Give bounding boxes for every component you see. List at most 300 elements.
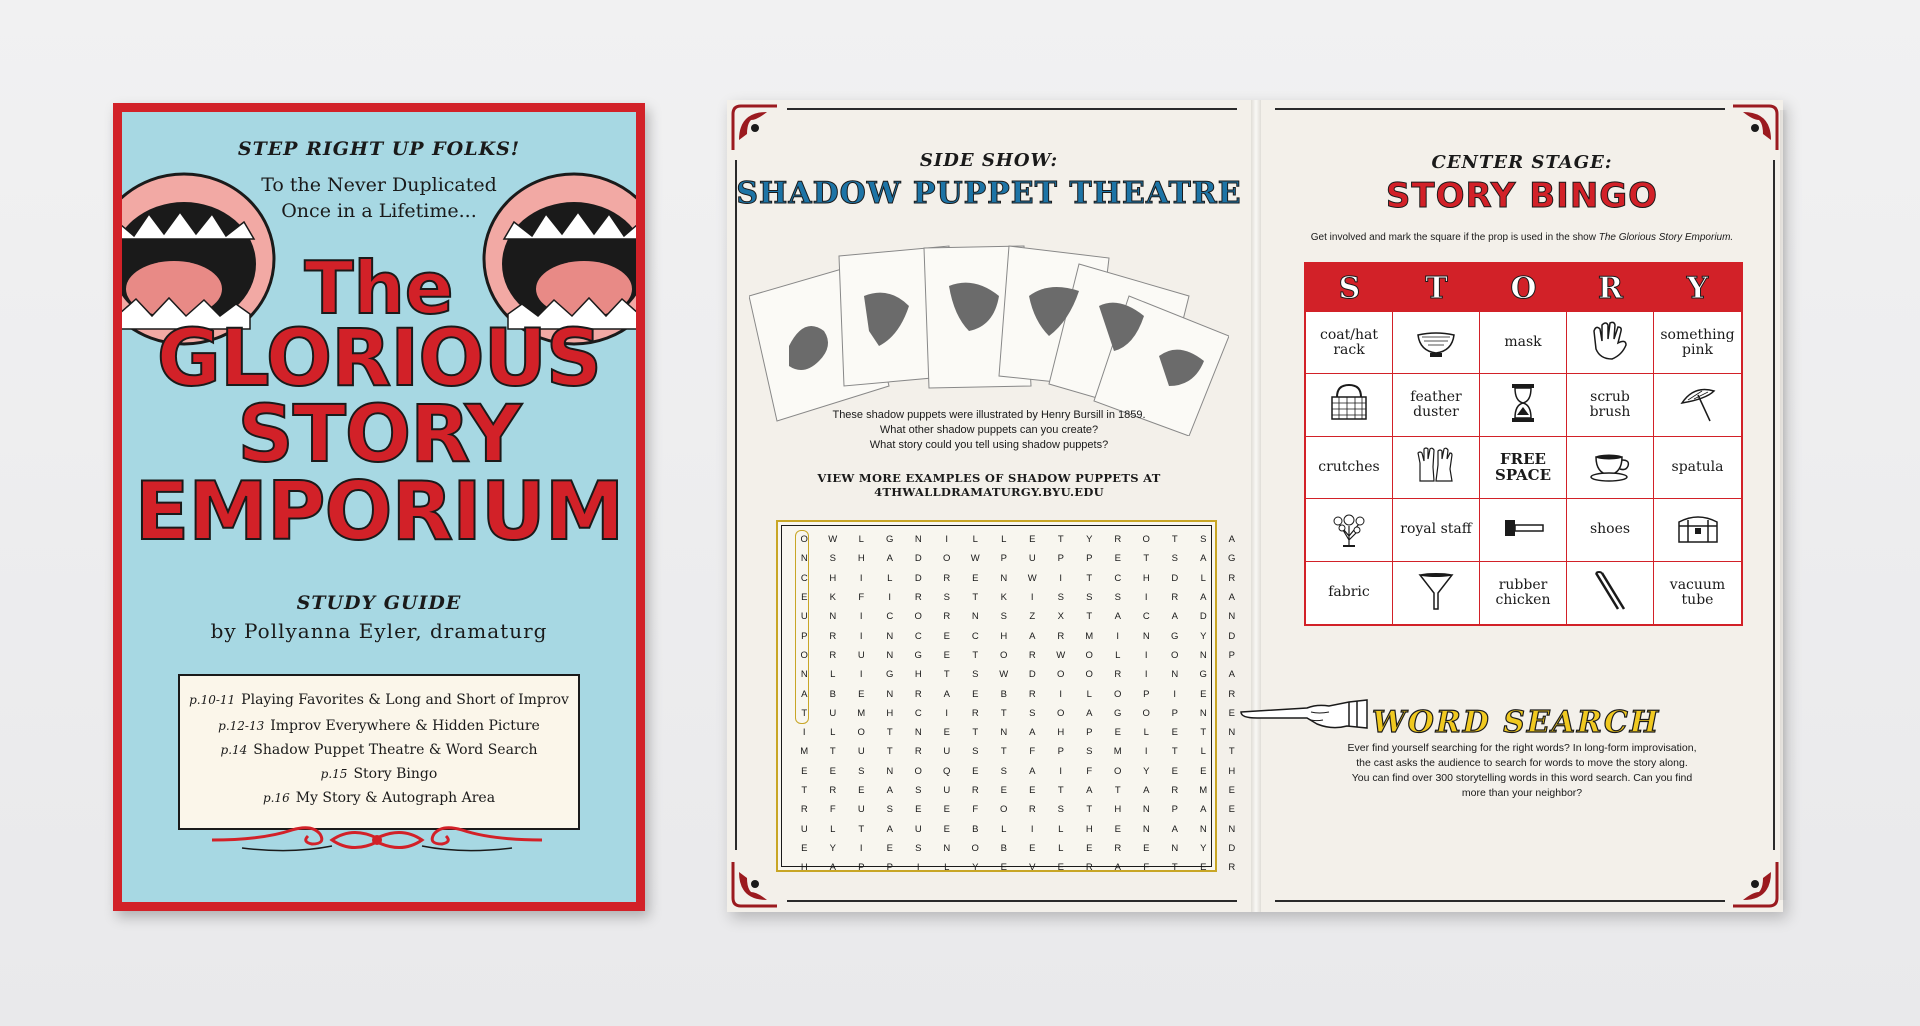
word-search-letter[interactable]: A — [886, 823, 893, 835]
word-search-letter[interactable]: M — [857, 707, 866, 719]
bingo-square-gloves[interactable] — [1393, 437, 1480, 499]
word-search-letter[interactable]: R — [914, 592, 922, 604]
word-search-letter[interactable]: N — [914, 727, 922, 739]
word-search-letter[interactable]: G — [886, 669, 894, 681]
word-search-letter[interactable]: C — [971, 630, 979, 642]
word-search-letter[interactable]: M — [800, 746, 809, 758]
word-search-letter[interactable]: Q — [943, 765, 951, 777]
word-search-letter[interactable]: A — [1114, 862, 1121, 874]
word-search-letter[interactable]: A — [1228, 669, 1235, 681]
word-search-letter[interactable]: R — [971, 707, 979, 719]
word-search-letter[interactable]: B — [829, 688, 836, 700]
word-search-letter[interactable]: T — [1057, 534, 1064, 546]
bingo-free-space[interactable] — [1480, 437, 1567, 499]
word-search-letter[interactable]: O — [1114, 688, 1122, 700]
word-search-letter[interactable]: E — [1000, 785, 1007, 796]
bingo-square[interactable] — [1654, 437, 1741, 499]
word-search-letter[interactable]: E — [915, 804, 922, 816]
word-search-letter[interactable]: P — [1000, 553, 1007, 565]
word-search-letter[interactable]: A — [1086, 707, 1093, 719]
word-search-letter[interactable]: F — [829, 804, 836, 816]
word-search-letter[interactable]: D — [1171, 572, 1179, 584]
word-search-letter[interactable]: P — [1143, 688, 1150, 700]
word-search-letter[interactable]: H — [1228, 765, 1236, 777]
word-search-letter[interactable]: O — [800, 649, 808, 661]
word-search-letter[interactable]: T — [1143, 553, 1150, 565]
word-search-letter[interactable]: R — [829, 630, 837, 642]
word-search-letter[interactable]: I — [1144, 746, 1148, 758]
bingo-square-hourglass[interactable] — [1480, 374, 1567, 436]
word-search-letter[interactable]: A — [886, 785, 893, 796]
word-search-letter[interactable]: N — [1142, 804, 1150, 816]
word-search-letter[interactable]: M — [1085, 630, 1094, 642]
word-search-letter[interactable]: D — [1228, 630, 1236, 642]
word-search-letter[interactable]: T — [1228, 746, 1235, 758]
word-search-letter[interactable]: H — [886, 707, 894, 719]
word-search-letter[interactable]: U — [857, 649, 865, 661]
word-search-letter[interactable]: L — [1086, 688, 1092, 700]
word-search-letter[interactable]: O — [1171, 649, 1179, 661]
word-search-letter[interactable]: E — [1029, 785, 1036, 796]
word-search-letter[interactable]: O — [857, 727, 865, 739]
word-search-letter[interactable]: O — [1085, 649, 1093, 661]
word-search-letter[interactable]: R — [1085, 862, 1093, 874]
word-search-letter[interactable]: T — [1171, 862, 1178, 874]
word-search-letter[interactable]: T — [1057, 785, 1064, 796]
word-search-letter[interactable]: I — [859, 611, 863, 623]
word-search-letter[interactable]: P — [1171, 804, 1178, 816]
word-search-letter[interactable]: R — [800, 804, 808, 816]
word-search-letter[interactable]: O — [1057, 669, 1065, 681]
word-search-letter[interactable]: C — [914, 630, 922, 642]
word-search-letter[interactable]: S — [1086, 592, 1093, 604]
word-search-letter[interactable]: S — [1000, 765, 1007, 777]
word-search-letter[interactable]: E — [858, 785, 865, 796]
word-search-letter[interactable]: A — [1171, 611, 1178, 623]
word-search-letter[interactable]: I — [945, 534, 949, 546]
word-search-letter[interactable]: D — [914, 553, 922, 565]
word-search-letter[interactable]: R — [1028, 688, 1036, 700]
word-search-letter[interactable]: O — [1142, 707, 1150, 719]
word-search-letter[interactable]: A — [1143, 785, 1150, 796]
word-search-letter[interactable]: B — [972, 823, 979, 835]
word-search-letter[interactable]: R — [1057, 630, 1065, 642]
bingo-square-funnel[interactable] — [1393, 562, 1480, 624]
word-search-letter[interactable]: A — [943, 688, 950, 700]
word-search-letter[interactable]: H — [857, 553, 865, 565]
bingo-square[interactable] — [1480, 562, 1567, 624]
word-search-letter[interactable]: E — [1029, 842, 1036, 854]
word-search-letter[interactable]: A — [1228, 592, 1235, 604]
word-search-letter[interactable]: E — [943, 630, 950, 642]
word-search-letter[interactable]: Y — [972, 862, 979, 874]
word-search-letter[interactable]: S — [915, 842, 922, 854]
word-search-letter[interactable]: B — [1000, 688, 1007, 700]
word-search-letter[interactable]: S — [1086, 746, 1093, 758]
word-search-letter[interactable]: O — [1000, 649, 1008, 661]
word-search-letter[interactable]: A — [1200, 804, 1207, 816]
word-search-letter[interactable]: Y — [1200, 630, 1207, 642]
word-search-letter[interactable]: H — [829, 572, 837, 584]
word-search-letter[interactable]: L — [944, 862, 950, 874]
word-search-letter[interactable]: T — [801, 707, 808, 719]
word-search-letter[interactable]: L — [1001, 823, 1007, 835]
word-search-letter[interactable]: D — [914, 572, 922, 584]
word-search-letter[interactable]: G — [1228, 553, 1236, 565]
word-search-letter[interactable]: L — [830, 727, 836, 739]
word-search-letter[interactable]: R — [1114, 534, 1122, 546]
word-search-letter[interactable]: W — [1056, 649, 1066, 661]
word-search-letter[interactable]: E — [943, 823, 950, 835]
word-search-letter[interactable]: O — [943, 553, 951, 565]
word-search-letter[interactable]: I — [1144, 649, 1148, 661]
word-search-letter[interactable]: G — [1114, 707, 1122, 719]
word-search-letter[interactable]: T — [972, 649, 979, 661]
word-search-letter[interactable]: L — [1115, 649, 1121, 661]
word-search-letter[interactable]: L — [858, 534, 864, 546]
word-search-letter[interactable]: E — [858, 688, 865, 700]
word-search-letter[interactable]: P — [1057, 553, 1064, 565]
word-search-letter[interactable]: T — [1086, 611, 1093, 623]
word-search-letter[interactable]: F — [1029, 746, 1036, 758]
word-search-letter[interactable]: F — [972, 804, 979, 816]
word-search-letter[interactable]: T — [1086, 804, 1093, 816]
word-search-letter[interactable]: N — [1199, 649, 1207, 661]
word-search-letter[interactable]: E — [1171, 765, 1178, 777]
word-search-letter[interactable]: I — [1059, 688, 1063, 700]
word-search-letter[interactable]: R — [829, 649, 837, 661]
word-search-letter[interactable]: O — [914, 765, 922, 777]
word-search-letter[interactable]: R — [1228, 862, 1236, 874]
word-search-letter[interactable]: E — [1086, 842, 1093, 854]
word-search-letter[interactable]: E — [1200, 765, 1207, 777]
word-search-letter[interactable]: E — [1200, 862, 1207, 874]
word-search-letter[interactable]: R — [1028, 649, 1036, 661]
word-search-letter[interactable]: P — [1228, 649, 1235, 661]
word-search-letter[interactable]: O — [914, 611, 922, 623]
word-search-letter[interactable]: U — [943, 746, 951, 758]
word-search-letter[interactable]: U — [1028, 553, 1036, 565]
word-search-letter[interactable]: A — [1114, 611, 1121, 623]
word-search-letter[interactable]: P — [1057, 746, 1064, 758]
word-search-letter[interactable]: S — [1000, 611, 1007, 623]
word-search-letter[interactable]: A — [1029, 630, 1036, 642]
word-search-letter[interactable]: R — [914, 746, 922, 758]
word-search-letter[interactable]: I — [945, 707, 949, 719]
word-search-letter[interactable]: A — [886, 553, 893, 565]
word-search-letter[interactable]: N — [886, 630, 894, 642]
word-search-letter[interactable]: L — [1200, 746, 1206, 758]
word-search-letter[interactable]: U — [857, 804, 865, 816]
word-search-letter[interactable]: N — [1228, 611, 1236, 623]
word-search-letter[interactable]: O — [1114, 765, 1122, 777]
word-search-letter[interactable]: Y — [829, 842, 836, 854]
bingo-square-flowers[interactable] — [1306, 499, 1393, 561]
word-search-letter[interactable]: F — [1143, 862, 1150, 874]
word-search-letter[interactable]: I — [1116, 630, 1120, 642]
word-search-letter[interactable]: T — [972, 592, 979, 604]
word-search-letter[interactable]: R — [943, 572, 951, 584]
word-search-letter[interactable]: N — [1142, 630, 1150, 642]
word-search-letter[interactable]: O — [1000, 804, 1008, 816]
word-search-letter[interactable]: S — [829, 553, 836, 565]
word-search-letter[interactable]: I — [859, 842, 863, 854]
word-search-letter[interactable]: G — [1199, 669, 1207, 681]
word-search-letter[interactable]: U — [857, 746, 865, 758]
word-search-letter[interactable]: C — [914, 707, 922, 719]
word-search-letter[interactable]: I — [888, 592, 892, 604]
bingo-square[interactable] — [1654, 562, 1741, 624]
word-search-letter[interactable]: N — [1142, 823, 1150, 835]
word-search-letter[interactable]: E — [1200, 688, 1207, 700]
word-search-letter[interactable]: W — [999, 669, 1009, 681]
word-search-letter[interactable]: P — [886, 862, 893, 874]
word-search-letter[interactable]: T — [858, 823, 865, 835]
word-search-letter[interactable]: G — [886, 534, 894, 546]
word-search-letter[interactable]: R — [914, 688, 922, 700]
word-search-letter[interactable]: R — [829, 785, 837, 796]
word-search-letter[interactable]: W — [1027, 572, 1037, 584]
word-search-letter[interactable]: A — [1228, 534, 1235, 546]
word-search-letter[interactable]: N — [829, 611, 837, 623]
word-search-letter[interactable]: C — [800, 572, 808, 584]
word-search-letter[interactable]: I — [859, 669, 863, 681]
word-search-letter[interactable]: N — [800, 669, 808, 681]
word-search-letter[interactable]: Y — [1086, 534, 1093, 546]
bingo-square[interactable] — [1567, 374, 1654, 436]
word-search-letter[interactable]: E — [1029, 534, 1036, 546]
word-search-letter[interactable]: E — [1000, 862, 1007, 874]
word-search-letter[interactable]: R — [1171, 592, 1179, 604]
word-search-letter[interactable]: E — [1114, 553, 1121, 565]
word-search-letter[interactable]: U — [943, 785, 951, 796]
word-search-letter[interactable]: L — [887, 572, 893, 584]
word-search-letter[interactable]: U — [800, 611, 808, 623]
word-search-letter[interactable]: M — [1199, 785, 1208, 796]
word-search-letter[interactable]: E — [1171, 727, 1178, 739]
word-search-letter[interactable]: L — [830, 823, 836, 835]
word-search-letter[interactable]: C — [1142, 611, 1150, 623]
word-search-letter[interactable]: P — [1171, 707, 1178, 719]
word-search-letter[interactable]: W — [828, 534, 838, 546]
word-search-letter[interactable]: N — [971, 611, 979, 623]
word-search-letter[interactable]: K — [829, 592, 836, 604]
word-search-letter[interactable]: U — [914, 823, 922, 835]
word-search-letter[interactable]: O — [1085, 669, 1093, 681]
word-search-letter[interactable]: N — [886, 649, 894, 661]
word-search-letter[interactable]: G — [1171, 630, 1179, 642]
word-search-letter[interactable]: E — [943, 649, 950, 661]
bingo-square[interactable] — [1306, 312, 1393, 374]
word-search-letter[interactable]: T — [943, 669, 950, 681]
word-search-letter[interactable]: I — [1030, 823, 1034, 835]
word-search-letter[interactable]: L — [1058, 823, 1064, 835]
word-search-letter[interactable]: S — [915, 785, 922, 796]
bingo-square[interactable] — [1567, 499, 1654, 561]
word-search-letter[interactable]: S — [1057, 592, 1064, 604]
word-search-letter[interactable]: T — [1086, 572, 1093, 584]
word-search-letter[interactable]: E — [1057, 862, 1064, 874]
word-search-letter[interactable]: O — [1057, 707, 1065, 719]
word-search-letter[interactable]: N — [800, 553, 808, 565]
word-search-letter[interactable]: K — [1000, 592, 1007, 604]
word-search-letter[interactable]: H — [914, 669, 922, 681]
word-search-letter[interactable]: H — [800, 862, 808, 874]
word-search-letter[interactable]: L — [1200, 572, 1206, 584]
bingo-square[interactable] — [1654, 312, 1741, 374]
word-search-letter[interactable]: E — [972, 765, 979, 777]
bingo-square-basket[interactable] — [1306, 374, 1393, 436]
word-search-letter[interactable]: C — [886, 611, 894, 623]
word-search-letter[interactable]: T — [1114, 785, 1121, 796]
word-search-letter[interactable]: M — [1113, 746, 1122, 758]
word-search-letter[interactable]: T — [1000, 746, 1007, 758]
word-search-letter[interactable]: H — [1057, 727, 1065, 739]
word-search-letter[interactable]: F — [1086, 765, 1093, 777]
word-search-letter[interactable]: S — [972, 669, 979, 681]
word-search-letter[interactable]: I — [1059, 572, 1063, 584]
bingo-square-tongs[interactable] — [1567, 562, 1654, 624]
word-search-letter[interactable]: L — [1058, 842, 1064, 854]
word-search-letter[interactable]: P — [1086, 727, 1093, 739]
word-search-letter[interactable]: T — [886, 727, 893, 739]
word-search-letter[interactable]: N — [1171, 842, 1179, 854]
bingo-square[interactable] — [1393, 499, 1480, 561]
word-search-letter[interactable]: T — [1171, 746, 1178, 758]
word-search-letter[interactable]: S — [1171, 553, 1178, 565]
word-search-letter[interactable]: A — [1171, 823, 1178, 835]
word-search-letter[interactable]: A — [1029, 727, 1036, 739]
word-search-letter[interactable]: T — [1000, 707, 1007, 719]
word-search-letter[interactable]: O — [1142, 534, 1150, 546]
word-search-letter[interactable]: N — [1171, 669, 1179, 681]
bingo-square-baseball-glove[interactable] — [1567, 312, 1654, 374]
word-search-letter[interactable]: R — [1228, 688, 1236, 700]
word-search-letter[interactable]: L — [1143, 727, 1149, 739]
word-search-letter[interactable]: E — [801, 842, 808, 854]
word-search-letter[interactable]: E — [1228, 707, 1235, 719]
word-search-letter[interactable]: E — [1143, 842, 1150, 854]
word-search-letter[interactable]: E — [972, 688, 979, 700]
word-search-letter[interactable]: I — [859, 630, 863, 642]
word-search-letter[interactable]: N — [1199, 823, 1207, 835]
bingo-square-trunk[interactable] — [1654, 499, 1741, 561]
word-search-letter[interactable]: T — [829, 746, 836, 758]
word-search-letter[interactable]: Y — [1200, 842, 1207, 854]
word-search-letter[interactable]: P — [1086, 553, 1093, 565]
word-search-letter[interactable]: Y — [1143, 765, 1150, 777]
word-search-letter[interactable]: A — [801, 688, 808, 700]
word-search-letter[interactable]: L — [972, 534, 978, 546]
word-search-letter[interactable]: E — [972, 572, 979, 584]
word-search-letter[interactable]: I — [1144, 592, 1148, 604]
word-search-letter[interactable]: A — [1086, 785, 1093, 796]
word-search-letter[interactable]: E — [829, 765, 836, 777]
word-search-letter[interactable]: R — [1228, 572, 1236, 584]
word-search-letter[interactable]: E — [1114, 727, 1121, 739]
word-search-letter[interactable]: E — [801, 765, 808, 777]
word-search-letter[interactable]: I — [859, 572, 863, 584]
word-search-letter[interactable]: O — [971, 842, 979, 854]
word-search-letter[interactable]: I — [1144, 669, 1148, 681]
word-search-letter[interactable]: D — [1228, 842, 1236, 854]
word-search-letter[interactable]: N — [1228, 727, 1236, 739]
word-search-letter[interactable]: R — [1114, 842, 1122, 854]
word-search-letter[interactable]: R — [971, 785, 979, 796]
word-search-letter[interactable]: Z — [1029, 611, 1036, 623]
word-search-letter[interactable]: D — [1028, 669, 1036, 681]
word-search-letter[interactable]: F — [858, 592, 865, 604]
word-search-letter[interactable]: V — [1029, 862, 1036, 874]
word-search-letter[interactable]: S — [943, 592, 950, 604]
word-search-letter[interactable]: E — [1228, 785, 1235, 796]
word-search-letter[interactable]: U — [829, 707, 837, 719]
word-search-letter[interactable]: N — [943, 842, 951, 854]
word-search-letter[interactable]: T — [886, 746, 893, 758]
word-search-letter[interactable]: T — [801, 785, 808, 796]
word-search-letter[interactable]: P — [801, 630, 808, 642]
word-search-letter[interactable]: N — [1000, 727, 1008, 739]
word-search-letter[interactable]: I — [1173, 688, 1177, 700]
bingo-square[interactable] — [1306, 562, 1393, 624]
word-search-letter[interactable]: I — [1059, 765, 1063, 777]
word-search-letter[interactable]: E — [801, 592, 808, 604]
bingo-square-teacup[interactable] — [1567, 437, 1654, 499]
word-search-letter[interactable]: P — [858, 862, 865, 874]
word-search-letter[interactable]: A — [829, 862, 836, 874]
word-search-letter[interactable]: I — [1030, 592, 1034, 604]
word-search-letter[interactable]: U — [800, 823, 808, 835]
word-search-letter[interactable]: H — [1114, 804, 1122, 816]
bingo-square[interactable] — [1480, 312, 1567, 374]
word-search-letter[interactable]: S — [886, 804, 893, 816]
word-search-letter[interactable]: N — [886, 765, 894, 777]
shadow-puppet-link[interactable]: VIEW MORE EXAMPLES OF SHADOW PUPPETS AT 4THWALLDRAMATURGY.BYU.EDU — [817, 471, 1161, 499]
word-search-letter[interactable]: N — [914, 534, 922, 546]
word-search-letter[interactable]: N — [886, 688, 894, 700]
word-search-letter[interactable]: R — [943, 611, 951, 623]
word-search-letter[interactable]: S — [1200, 534, 1207, 546]
word-search-letter[interactable]: E — [1228, 804, 1235, 816]
bingo-square[interactable] — [1306, 437, 1393, 499]
word-search-letter[interactable]: E — [943, 727, 950, 739]
word-search-letter[interactable]: R — [1171, 785, 1179, 796]
word-search-letter[interactable]: S — [858, 765, 865, 777]
word-search-letter[interactable]: E — [1114, 823, 1121, 835]
bingo-square-bowl[interactable] — [1393, 312, 1480, 374]
word-search-letter[interactable]: S — [1057, 804, 1064, 816]
word-search-letter[interactable]: N — [1228, 823, 1236, 835]
word-search-letter[interactable]: A — [1029, 765, 1036, 777]
word-search-letter[interactable]: E — [886, 842, 893, 854]
word-search-letter[interactable]: A — [1200, 553, 1207, 565]
word-search-letter[interactable]: S — [1114, 592, 1121, 604]
bingo-square-umbrella[interactable] — [1654, 374, 1741, 436]
word-search-letter[interactable]: E — [943, 804, 950, 816]
word-search-letter[interactable]: H — [1085, 823, 1093, 835]
word-search-letter[interactable]: T — [972, 727, 979, 739]
bingo-square-hammer[interactable] — [1480, 499, 1567, 561]
word-search-letter[interactable]: W — [970, 553, 980, 565]
word-search-letter[interactable]: B — [1000, 842, 1007, 854]
word-search-letter[interactable]: S — [1029, 707, 1036, 719]
word-search-letter[interactable]: I — [802, 727, 806, 739]
word-search-letter[interactable]: T — [1171, 534, 1178, 546]
word-search-letter[interactable]: R — [1114, 669, 1122, 681]
word-search-letter[interactable]: G — [914, 649, 922, 661]
word-search-letter[interactable]: C — [1114, 572, 1122, 584]
word-search-letter[interactable]: N — [1199, 707, 1207, 719]
